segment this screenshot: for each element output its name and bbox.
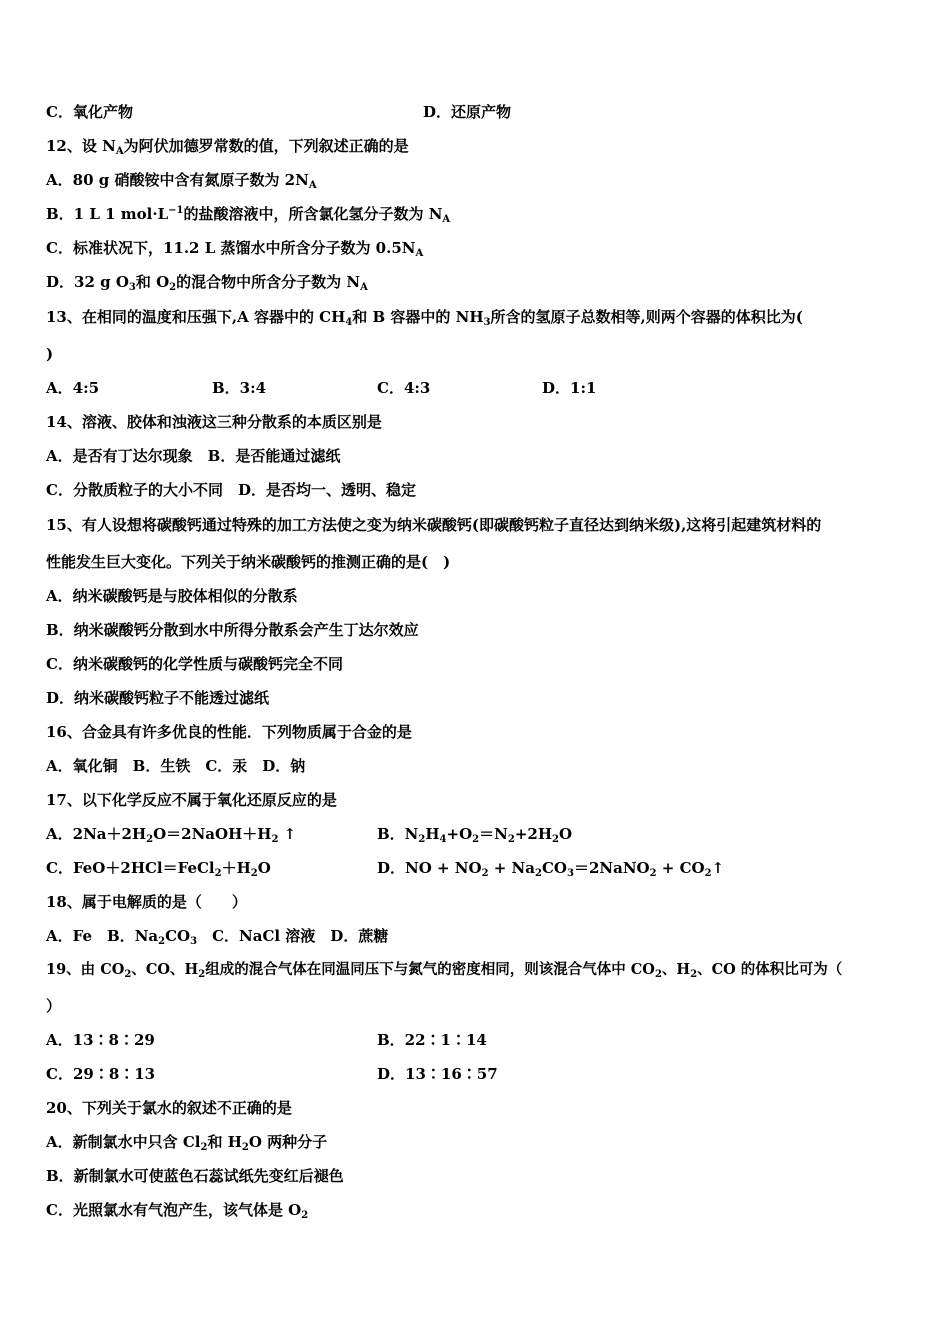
text: 12、设 N	[46, 137, 116, 155]
q19-options-ab	[46, 1028, 646, 1052]
q11-options-cd	[46, 100, 512, 124]
q18-options	[46, 924, 388, 948]
sup: −1	[168, 205, 184, 216]
text: +O	[446, 825, 473, 843]
text: C．光照氯水有气泡产生，该气体是 O	[46, 1201, 302, 1219]
q20-option-b: B．新制氯水可使蓝色石蕊试纸先变红后褪色	[46, 1167, 344, 1185]
text: 的盐酸溶液中，所含氯化氢分子数为 N	[183, 205, 443, 223]
option-b: B．3:4	[212, 379, 267, 397]
q14-stem: 14、溶液、胶体和浊液这三种分散系的本质区别是	[46, 413, 382, 431]
q12-option-d	[46, 270, 368, 294]
sub: 2	[146, 834, 154, 845]
q13-stem	[46, 305, 803, 329]
text: 所含的氢原子总数相等,则两个容器的体积比为(	[490, 308, 803, 326]
q16-options: A．氧化铜 B．生铁 C．汞 D．钠	[46, 757, 306, 775]
q16-stem: 16、合金具有许多优良的性能．下列物质属于合金的是	[46, 723, 412, 741]
text: 和 B 容器中的 NH	[352, 308, 484, 326]
sub: 2	[690, 969, 698, 980]
sub: 2	[301, 1210, 309, 1221]
text: ↑	[711, 859, 725, 877]
q19-stem	[46, 958, 842, 982]
sub: A	[115, 146, 124, 157]
q12-option-c	[46, 236, 423, 260]
text: 和 O	[135, 273, 170, 291]
sub: 2	[704, 868, 712, 879]
sub: 3	[483, 317, 491, 328]
text: H	[425, 825, 440, 843]
text: 的混合物中所含分子数为 N	[176, 273, 361, 291]
option-b: B．22∶1∶14	[377, 1031, 487, 1049]
q20-option-c	[46, 1198, 308, 1222]
q19-stem-cont: ）	[46, 997, 62, 1015]
text: + Na	[488, 859, 535, 877]
q17-stem: 17、以下化学反应不属于氧化还原反应的是	[46, 791, 337, 809]
sub: 2	[198, 969, 206, 980]
text: 13、在相同的温度和压强下,A 容器中的 CH	[46, 308, 346, 326]
q17-options-ab	[46, 822, 646, 846]
option-a	[46, 825, 296, 843]
sub: A	[415, 248, 424, 259]
q15-option-c: C．纳米碳酸钙的化学性质与碳酸钙完全不同	[46, 655, 343, 673]
text: ＝N	[479, 825, 508, 843]
option-b	[377, 822, 572, 846]
text: B．1 L 1 mol·L	[46, 205, 169, 223]
sub: 4	[345, 317, 353, 328]
sub: 2	[654, 969, 662, 980]
q15-option-a: A．纳米碳酸钙是与胶体相似的分散系	[46, 587, 298, 605]
q15-stem-1: 15、有人设想将碳酸钙通过特殊的加工方法使之变为纳米碳酸钙(即碳酸钙粒子直径达到纳米级),这将引起建筑材料的	[46, 516, 822, 534]
q20-stem: 20、下列关于氯水的叙述不正确的是	[46, 1099, 292, 1117]
q20-option-a	[46, 1130, 327, 1154]
option-c: C．4:3	[377, 379, 431, 397]
option-a: A．4:5	[46, 379, 100, 397]
text: 和 H	[207, 1133, 242, 1151]
text: 、CO、H	[131, 961, 199, 978]
sub: 2	[214, 868, 222, 879]
sub: 2	[552, 834, 559, 845]
text: D．32 g O	[46, 273, 129, 291]
q13-stem-cont: )	[46, 345, 54, 363]
sub: 2	[169, 282, 177, 293]
sub: 2	[158, 936, 166, 947]
text: ＋H	[221, 859, 251, 877]
option-d: D．还原产物	[423, 103, 512, 121]
option-d: D．1:1	[542, 379, 597, 397]
option-c: C．29∶8∶13	[46, 1065, 156, 1083]
text: 、CO 的体积比可为（	[697, 961, 843, 978]
text: O＝2NaOH＋H	[153, 825, 272, 843]
q12-stem	[46, 134, 409, 158]
text: C．标准状况下，11.2 L 蒸馏水中所含分子数为 0.5N	[46, 239, 416, 257]
option-c: C．氧化产物	[46, 103, 133, 121]
sub: 3	[566, 868, 574, 879]
q14-options-ab: A．是否有丁达尔现象 B．是否能通过滤纸	[46, 447, 341, 465]
q12-option-a	[46, 168, 317, 192]
text: A．2Na＋2H	[46, 825, 147, 843]
sub: 2	[250, 868, 258, 879]
text: B．N	[377, 825, 419, 843]
sub: 2	[418, 834, 426, 845]
q17-options-cd	[46, 856, 746, 880]
sub: 3	[128, 282, 136, 293]
text: D．NO + NO	[377, 859, 482, 877]
q19-options-cd	[46, 1062, 646, 1086]
text: C．NaCl 溶液 D．蔗糖	[197, 927, 389, 945]
text: A．80 g 硝酸铵中含有氮原子数为 2N	[46, 171, 309, 189]
sub: 2	[241, 1142, 249, 1153]
q15-option-d: D．纳米碳酸钙粒子不能透过滤纸	[46, 689, 270, 707]
text: A．新制氯水中只含 Cl	[46, 1133, 201, 1151]
sub: 2	[649, 868, 657, 879]
sub: 3	[190, 936, 198, 947]
option-a: A．13∶8∶29	[46, 1031, 155, 1049]
sub: 2	[472, 834, 480, 845]
text: O	[257, 859, 271, 877]
sub: 2	[535, 868, 542, 879]
text: A．Fe B．Na	[46, 927, 159, 945]
option-c	[46, 859, 271, 877]
text: C．FeO＋2HCl＝FeCl	[46, 859, 215, 877]
q15-stem-2: 性能发生巨大变化。下列关于纳米碳酸钙的推测正确的是( )	[46, 553, 451, 571]
text: 、H	[661, 961, 691, 978]
text: 19、由 CO	[46, 961, 125, 978]
sub: A	[360, 282, 368, 293]
sub: 2	[271, 834, 279, 845]
sub: A	[442, 214, 451, 225]
sub: 2	[124, 969, 132, 980]
text: ↑	[278, 825, 297, 843]
text: + CO	[656, 859, 705, 877]
q12-option-b	[46, 202, 450, 226]
text: O	[558, 825, 573, 843]
sub: A	[308, 180, 317, 191]
text: CO	[165, 927, 191, 945]
text: 组成的混合气体在同温同压下与氮气的密度相同，则该混合气体中 CO	[205, 961, 655, 978]
sub: 2	[200, 1142, 208, 1153]
text: CO	[541, 859, 567, 877]
q13-options	[46, 376, 646, 400]
sub: 2	[507, 834, 515, 845]
text: ＝2NaNO	[573, 859, 650, 877]
option-d	[377, 856, 724, 880]
sub: 2	[481, 868, 489, 879]
option-d: D．13∶16∶57	[377, 1065, 498, 1083]
q14-options-cd: C．分散质粒子的大小不同 D．是否均一、透明、稳定	[46, 481, 416, 499]
text: 为阿伏加德罗常数的值，下列叙述正确的是	[123, 137, 409, 155]
sub: 4	[439, 834, 447, 845]
text: O 两种分子	[248, 1133, 328, 1151]
q18-stem: 18、属于电解质的是（ ）	[46, 893, 247, 911]
q15-option-b: B．纳米碳酸钙分散到水中所得分散系会产生丁达尔效应	[46, 621, 419, 639]
text: +2H	[514, 825, 552, 843]
